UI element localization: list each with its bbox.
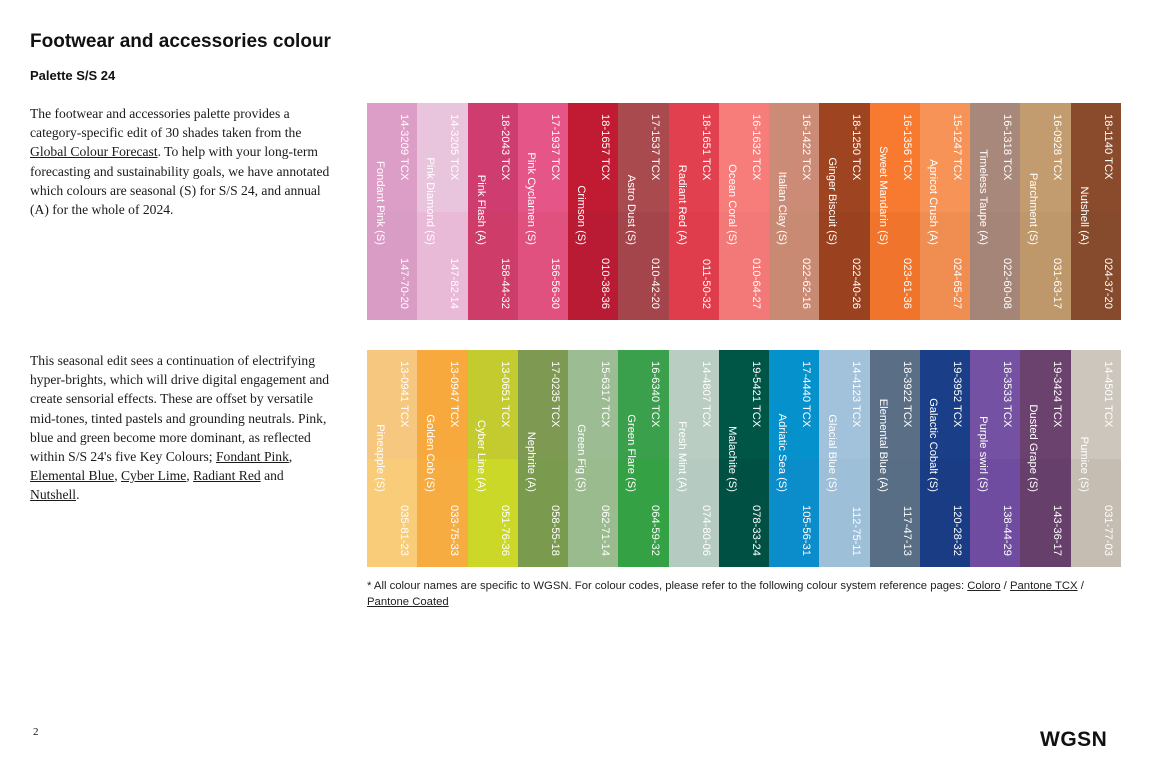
swatch-label — [367, 350, 417, 567]
pantone-coated-link[interactable]: Pantone Coated — [367, 596, 449, 608]
swatch-tcx-code: 18-1657 TCX — [599, 114, 612, 181]
swatch-coloro-code: 074-80-06 — [699, 504, 712, 556]
colour-swatch — [1071, 103, 1121, 320]
swatch-colour-name: Nephrite (A) — [524, 431, 537, 492]
swatch-colour-name: Radiant Red (A) — [675, 164, 688, 245]
colour-swatch — [518, 103, 568, 320]
swatch-label — [618, 103, 668, 320]
fondant-pink-link[interactable]: Fondant Pink — [215, 449, 289, 465]
swatch-colour-name: Malachite (S) — [725, 426, 738, 492]
colour-swatch — [1020, 350, 1070, 567]
pantone-tcx-link[interactable]: Pantone TCX — [1009, 580, 1078, 592]
swatch-coloro-code: 078-33-24 — [749, 504, 762, 556]
swatch-coloro-code: 022-40-26 — [850, 257, 863, 309]
swatch-coloro-code: 158-44-32 — [498, 257, 511, 309]
swatch-colour-name: Astro Dust (S) — [625, 174, 638, 245]
swatch-tcx-code: 14-3209 TCX — [398, 114, 410, 181]
swatch-colour-name: Pumice (S) — [1077, 436, 1090, 492]
colour-swatch — [970, 103, 1020, 320]
swatch-colour-name: Galactic Cobalt (S) — [926, 398, 939, 492]
separator: , — [186, 468, 194, 484]
swatch-coloro-code: 120-28-32 — [950, 504, 963, 556]
swatch-label — [417, 103, 467, 320]
swatch-tcx-code: 18-1250 TCX — [850, 114, 863, 181]
swatch-tcx-code: 14-4501 TCX — [1101, 361, 1114, 428]
swatch-tcx-code: 17-1537 TCX — [649, 114, 662, 181]
swatch-label — [970, 103, 1020, 320]
swatch-colour-name: Glacial Blue (S) — [826, 414, 839, 492]
swatch-tcx-code: 19-5421 TCX — [749, 361, 762, 428]
swatch-coloro-code: 031-63-17 — [1051, 257, 1064, 309]
seasonal-edit-paragraph — [30, 351, 335, 505]
swatch-colour-name: Cyber Line (A) — [474, 419, 487, 492]
swatch-colour-name: Italian Clay (S) — [776, 171, 789, 245]
swatch-colour-name: Pink Cyclamen (S) — [524, 152, 537, 245]
swatch-coloro-code: 024-65-27 — [950, 257, 963, 309]
swatch-colour-name: Sweet Mandarin (S) — [876, 146, 889, 245]
swatch-coloro-code: 011-50-32 — [699, 258, 712, 309]
separator: / — [1000, 580, 1010, 592]
swatch-coloro-code: 031-77-03 — [1101, 504, 1114, 556]
swatch-colour-name: Fresh Mint (A) — [675, 421, 688, 492]
colour-swatch — [618, 350, 668, 567]
colour-reference-footnote — [367, 578, 1127, 610]
swatch-tcx-code: 18-1651 TCX — [699, 114, 712, 181]
colour-swatch — [819, 103, 869, 320]
swatch-colour-name: Ginger Biscuit (S) — [826, 157, 839, 245]
intro-text-a: The footwear and accessories palette provides a category-specific edit of 30 shades taken from the — [30, 106, 302, 141]
swatch-tcx-code: 19-3424 TCX — [1051, 361, 1064, 428]
nutshell-link[interactable]: Nutshell — [30, 487, 77, 503]
colour-swatch — [769, 350, 819, 567]
swatch-label — [719, 350, 769, 567]
swatch-colour-name: Pink Flash (A) — [474, 174, 487, 245]
swatch-coloro-code: 022-60-08 — [1001, 257, 1014, 309]
swatch-tcx-code: 17-4440 TCX — [800, 361, 813, 428]
swatch-coloro-code: 156-56-30 — [548, 257, 561, 309]
palette-subtitle: Palette S/S 24 — [30, 68, 116, 83]
page-number: 2 — [33, 726, 39, 738]
swatch-label — [1020, 350, 1070, 567]
swatch-tcx-code: 15-6317 TCX — [599, 361, 612, 428]
footnote-text: * All colour names are specific to WGSN. For colour codes, please refer to the following colour system reference pages: — [367, 580, 968, 592]
swatch-colour-name: Nutshell (A) — [1077, 186, 1090, 245]
swatch-colour-name: Parchment (S) — [1027, 172, 1040, 245]
swatch-coloro-code: 147-82-14 — [448, 257, 461, 309]
colour-swatch — [468, 103, 518, 320]
swatch-tcx-code: 14-4807 TCX — [699, 361, 712, 428]
swatch-coloro-code: 064-59-32 — [649, 504, 662, 556]
swatch-label — [769, 103, 819, 320]
swatch-colour-name: Green Flare (S) — [625, 414, 638, 492]
cyber-lime-link[interactable]: Cyber Lime — [120, 468, 187, 484]
swatch-label — [568, 103, 618, 320]
colour-swatch — [568, 350, 618, 567]
swatch-label — [920, 103, 970, 320]
swatch-coloro-code: 138-44-29 — [1001, 504, 1014, 556]
palette-row-1 — [367, 103, 1121, 320]
colour-swatch — [518, 350, 568, 567]
swatch-label — [970, 350, 1020, 567]
colour-swatch — [920, 350, 970, 567]
colour-swatch — [367, 103, 417, 320]
swatch-tcx-code: 16-0928 TCX — [1051, 114, 1064, 181]
swatch-colour-name: Crimson (S) — [575, 185, 588, 245]
swatch-colour-name: Elemental Blue (A) — [876, 398, 889, 492]
swatch-tcx-code: 16-1632 TCX — [749, 114, 762, 181]
colour-swatch — [870, 350, 920, 567]
colour-swatch — [819, 350, 869, 567]
swatch-label — [669, 350, 719, 567]
swatch-label — [518, 350, 568, 567]
swatch-tcx-code: 19-3952 TCX — [950, 361, 963, 428]
separator: / — [1077, 580, 1084, 592]
colour-swatch — [367, 350, 417, 567]
swatch-tcx-code: 15-1247 TCX — [950, 114, 963, 181]
swatch-label — [719, 103, 769, 320]
colour-swatch — [719, 103, 769, 320]
swatch-tcx-code: 13-0941 TCX — [398, 361, 410, 428]
page-title: Footwear and accessories colour — [30, 31, 331, 52]
swatch-colour-name: Golden Cob (S) — [424, 414, 437, 492]
swatch-tcx-code: 17-1937 TCX — [548, 114, 561, 181]
swatch-label — [819, 350, 869, 567]
separator: and — [260, 468, 284, 484]
colour-swatch — [920, 103, 970, 320]
swatch-tcx-code: 16-6340 TCX — [649, 361, 662, 428]
colour-swatch — [970, 350, 1020, 567]
swatch-label — [568, 350, 618, 567]
colour-swatch — [669, 350, 719, 567]
swatch-tcx-code: 13-0651 TCX — [498, 361, 511, 428]
wgsn-logo: WGSN — [1040, 728, 1108, 751]
colour-swatch — [1071, 350, 1121, 567]
swatch-label — [468, 350, 518, 567]
colour-swatch — [870, 103, 920, 320]
swatch-label — [468, 103, 518, 320]
swatch-tcx-code: 18-3922 TCX — [900, 361, 913, 428]
swatch-tcx-code: 16-1422 TCX — [800, 114, 813, 181]
swatch-tcx-code: 18-2043 TCX — [498, 114, 511, 181]
swatch-coloro-code: 035-81-23 — [398, 504, 410, 556]
seasonal-text: This seasonal edit sees a continuation of electrifying hyper-brights, which will drive digital engagement and create sensorial effects. These are offset by versatile mid-tones, tinted pastels and grounding neutrals. Pink, blue and green become more dominant, as reflected within S/S 24's five Key Colours; — [30, 353, 330, 465]
swatch-coloro-code: 024-37-20 — [1101, 257, 1114, 309]
swatch-label — [618, 350, 668, 567]
swatch-label — [669, 103, 719, 320]
swatch-tcx-code: 18-1140 TCX — [1101, 114, 1114, 180]
elemental-blue-link[interactable]: Elemental Blue — [30, 468, 115, 484]
swatch-colour-name: Fondant Pink (S) — [374, 161, 386, 245]
swatch-label — [920, 350, 970, 567]
swatch-tcx-code: 18-3533 TCX — [1001, 361, 1014, 428]
swatch-coloro-code: 058-55-18 — [548, 504, 561, 556]
colour-swatch — [719, 350, 769, 567]
global-colour-forecast-link[interactable]: Global Colour Forecast — [30, 144, 158, 160]
colour-swatch — [769, 103, 819, 320]
swatch-label — [769, 350, 819, 567]
swatch-tcx-code: 17-0235 TCX — [548, 361, 561, 428]
swatch-coloro-code: 022-62-16 — [800, 257, 813, 309]
swatch-tcx-code: 13-0947 TCX — [448, 361, 461, 428]
colour-swatch — [468, 350, 518, 567]
colour-swatch — [417, 350, 467, 567]
swatch-coloro-code: 010-38-36 — [599, 257, 612, 309]
swatch-colour-name: Ocean Coral (S) — [725, 164, 738, 245]
radiant-red-link[interactable]: Radiant Red — [193, 468, 261, 484]
colour-swatch — [1020, 103, 1070, 320]
swatch-coloro-code: 112-75-11 — [850, 506, 863, 556]
intro-paragraph — [30, 104, 335, 219]
swatch-label — [1071, 103, 1121, 320]
swatch-colour-name: Pink Diamond (S) — [424, 157, 437, 245]
swatch-label — [417, 350, 467, 567]
swatch-label — [870, 103, 920, 320]
swatch-coloro-code: 051-76-36 — [498, 504, 511, 556]
swatch-tcx-code: 14-3205 TCX — [448, 114, 461, 181]
swatch-label — [1071, 350, 1121, 567]
coloro-link[interactable]: Coloro — [967, 580, 1001, 592]
swatch-colour-name: Green Fig (S) — [575, 424, 588, 492]
end-punctuation: . — [76, 487, 80, 503]
swatch-tcx-code: 16-1318 TCX — [1001, 114, 1014, 181]
swatch-coloro-code: 010-64-27 — [749, 257, 762, 309]
swatch-coloro-code: 023-61-36 — [900, 257, 913, 309]
swatch-colour-name: Dusted Grape (S) — [1027, 404, 1040, 492]
swatch-coloro-code: 062-71-14 — [599, 504, 612, 556]
swatch-coloro-code: 033-75-33 — [448, 504, 461, 556]
swatch-colour-name: Apricot Crush (A) — [926, 159, 939, 245]
swatch-coloro-code: 117-47-13 — [900, 505, 913, 556]
swatch-coloro-code: 143-36-17 — [1051, 504, 1064, 556]
swatch-label — [870, 350, 920, 567]
swatch-tcx-code: 16-1356 TCX — [900, 114, 913, 181]
swatch-colour-name: Pineapple (S) — [374, 424, 386, 492]
colour-swatch — [618, 103, 668, 320]
swatch-coloro-code: 147-70-20 — [398, 257, 410, 309]
separator: , — [114, 468, 121, 484]
intro-text-b: . To help with your long-term forecasting and sustainability goals, we have annotated which colours are seasonal (S) for S/S 24, and annual (A) for the whole of 2024. — [30, 144, 330, 218]
swatch-label — [367, 103, 417, 320]
separator: , — [288, 449, 293, 465]
swatch-colour-name: Adriatic Sea (S) — [776, 413, 789, 492]
colour-swatch — [417, 103, 467, 320]
swatch-colour-name: Purple swirl (S) — [977, 416, 990, 492]
swatch-label — [518, 103, 568, 320]
swatch-coloro-code: 105-56-31 — [800, 504, 813, 556]
palette-row-2 — [367, 350, 1121, 567]
colour-swatch — [568, 103, 618, 320]
swatch-label — [1020, 103, 1070, 320]
swatch-colour-name: Timeless Taupe (A) — [977, 149, 990, 245]
swatch-coloro-code: 010-42-20 — [649, 257, 662, 309]
swatch-label — [819, 103, 869, 320]
swatch-tcx-code: 14-4123 TCX — [850, 361, 863, 428]
colour-swatch — [669, 103, 719, 320]
